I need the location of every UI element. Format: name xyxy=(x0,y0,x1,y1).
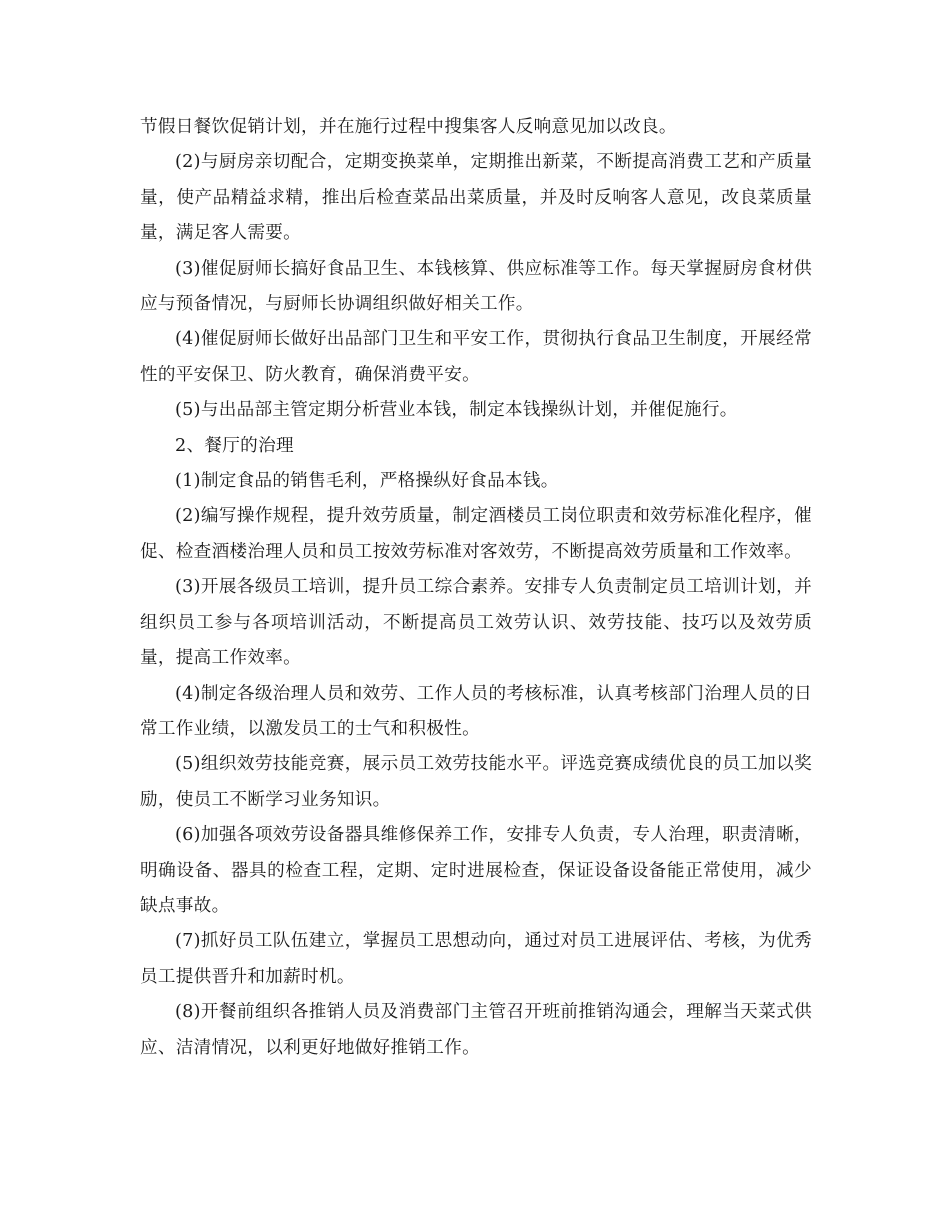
paragraph-restaurant-item-5: (5)组织效劳技能竞赛，展示员工效劳技能水平。评选竞赛成绩优良的员工加以奖励，使员工不断学习业务知识。 xyxy=(140,754,812,810)
paragraph-kitchen-item-5: (5)与出品部主管定期分析营业本钱，制定本钱操纵计划，并催促施行。 xyxy=(175,400,738,421)
paragraph-restaurant-item-3: (3)开展各级员工培训，提升员工综合素养。安排专人负责制定员工培训计划，并组织员工参与各项培训活动，不断提高员工效劳认识、效劳技能、技巧以及效劳质量，提高工作效率。 xyxy=(140,577,812,669)
document-page xyxy=(140,110,812,1066)
paragraph-restaurant-item-4: (4)制定各级治理人员和效劳、工作人员的考核标准，认真考核部门治理人员的日常工作业绩，以激发员工的士气和积极性。 xyxy=(140,683,812,739)
paragraph-continuation: 节假日餐饮促销计划，并在施行过程中搜集客人反响意见加以改良。 xyxy=(140,117,677,137)
section-heading-restaurant: 2、餐厅的治理 xyxy=(175,435,294,456)
paragraph-restaurant-item-7: (7)抓好员工队伍建立，掌握员工思想动向，通过对员工进展评估、考核，为优秀员工提供晋升和加薪时机。 xyxy=(140,931,812,987)
paragraph-restaurant-item-6: (6)加强各项效劳设备器具维修保养工作，安排专人负责，专人治理，职责清晰，明确设备、器具的检查工程，定期、定时进展检查，保证设备设备能正常使用，减少缺点事故。 xyxy=(140,825,812,916)
paragraph-kitchen-item-4: (4)催促厨师长做好出品部门卫生和平安工作，贯彻执行食品卫生制度，开展经常性的平安保卫、防火教育，确保消费平安。 xyxy=(140,329,812,385)
paragraph-kitchen-item-2: (2)与厨房亲切配合，定期变换菜单，定期推出新菜，不断提高消费工艺和产质量量，使产品精益求精，推出后检查菜品出菜质量，并及时反响客人意见，改良菜质量量，满足客人需要。 xyxy=(140,152,812,244)
paragraph-restaurant-item-2: (2)编写操作规程，提升效劳质量，制定酒楼员工岗位职责和效劳标准化程序，催促、检查酒楼治理人员和员工按效劳标准对客效劳，不断提高效劳质量和工作效率。 xyxy=(140,506,812,562)
paragraph-restaurant-item-8: (8)开餐前组织各推销人员及消费部门主管召开班前推销沟通会，理解当天菜式供应、洁清情况，以利更好地做好推销工作。 xyxy=(140,1002,812,1058)
paragraph-restaurant-item-1: (1)制定食品的销售毛利，严格操纵好食品本钱。 xyxy=(175,471,559,492)
paragraph-kitchen-item-3: (3)催促厨师长搞好食品卫生、本钱核算、供应标准等工作。每天掌握厨房食材供应与预备情况，与厨师长协调组织做好相关工作。 xyxy=(140,258,812,315)
